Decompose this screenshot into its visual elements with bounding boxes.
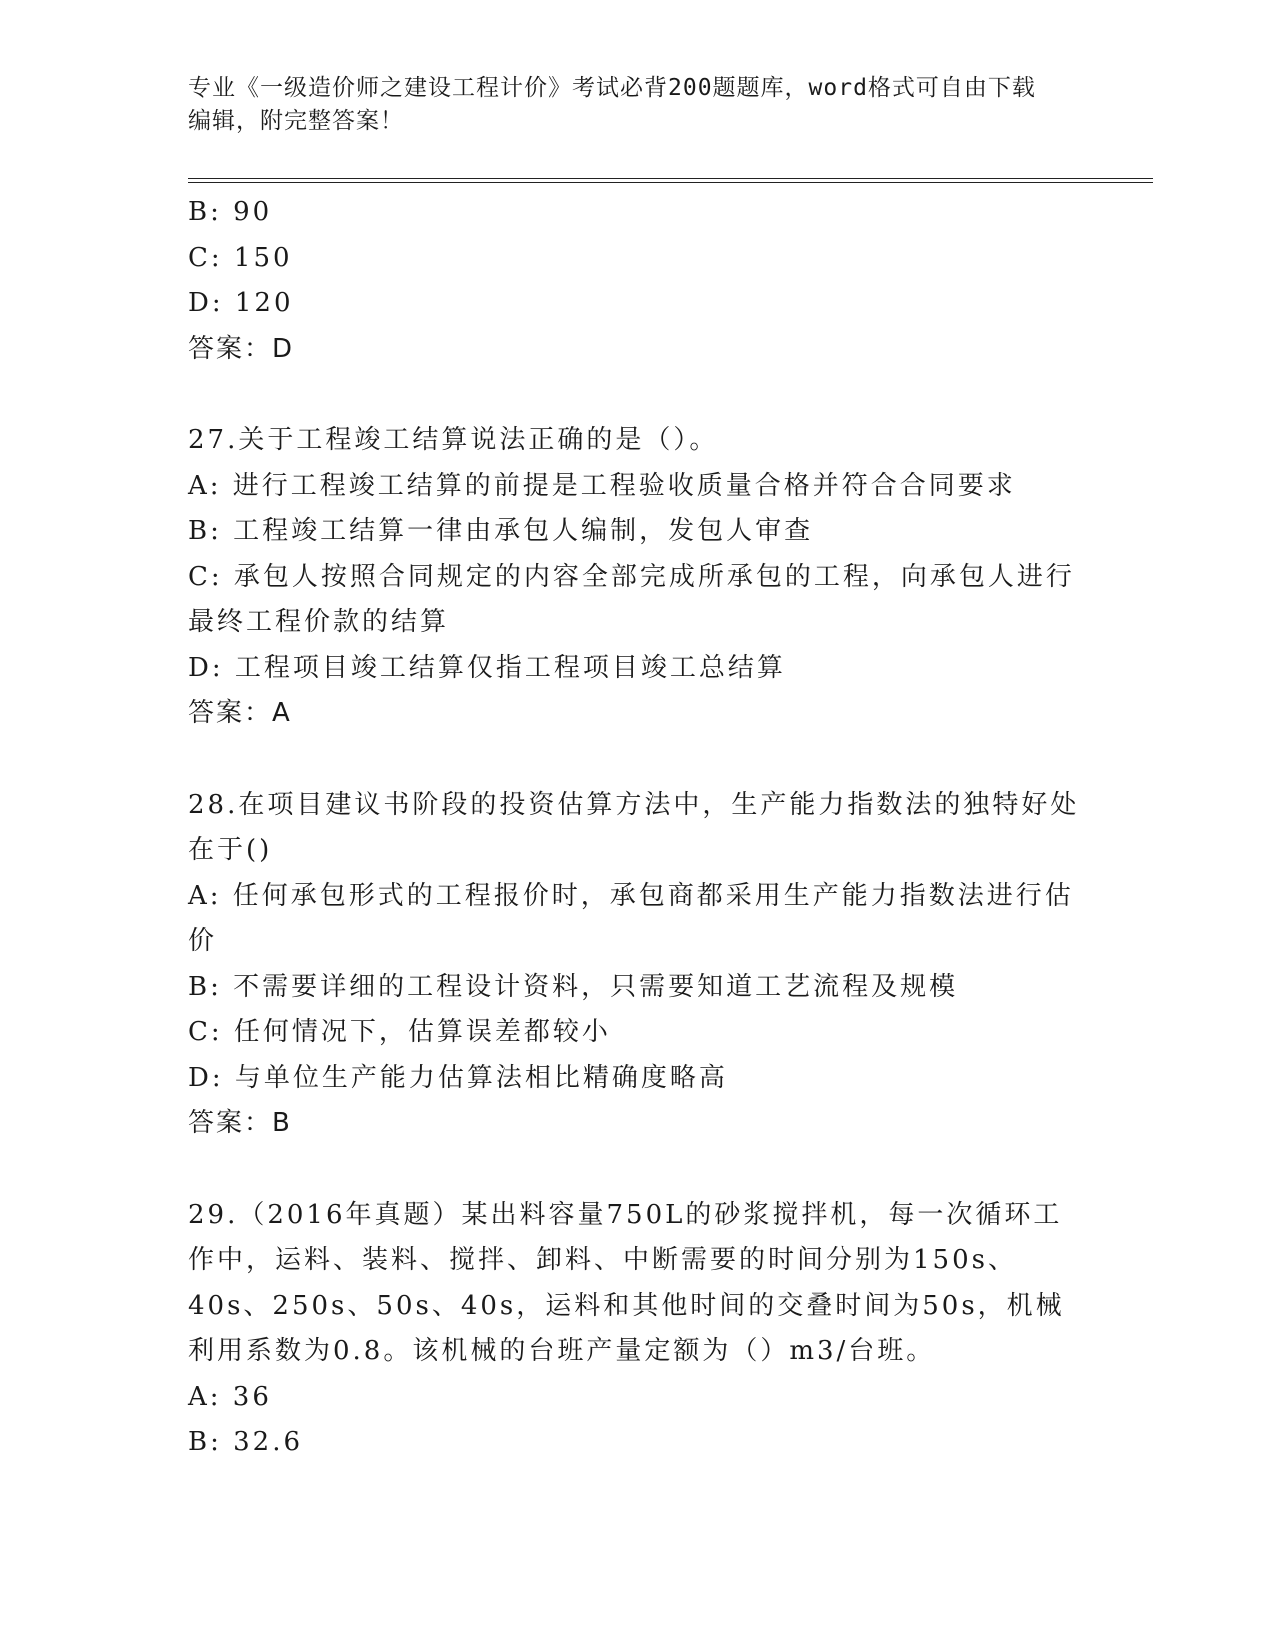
answer: 答案：A: [188, 698, 292, 728]
option-d: D: 120: [188, 288, 294, 318]
option-d: D: 工程项目竣工结算仅指工程项目竣工总结算: [188, 652, 786, 683]
option-b: B: 90: [188, 197, 273, 227]
question-text: 28.在项目建议书阶段的投资估算方法中，生产能力指数法的独特好处在于(): [188, 789, 1080, 865]
question-text: 29.（2016年真题）某出料容量750L的砂浆搅拌机，每一次循环工作中，运料、装料、搅拌、卸料、中断需要的时间分别为150s、40s、250s、50s、40s，运料和其他时间的交叠时间为50s，机械利用系数为0.8。该机械的台班产量定额为（）m3/台班。: [188, 1199, 1065, 1366]
answer: 答案：B: [188, 1108, 292, 1138]
question-27: [188, 418, 1088, 737]
option-b: B: 32.6: [188, 1427, 304, 1457]
header-line-1: 专业《一级造价师之建设工程计价》考试必背200题题库，word格式可自由下载: [188, 75, 1036, 101]
header-divider-bottom: [188, 182, 1153, 183]
question-26-tail: [188, 190, 1088, 372]
question-29: [188, 1193, 1088, 1466]
option-a: A: 进行工程竣工结算的前提是工程验收质量合格并符合合同要求: [188, 470, 1016, 501]
option-c: C: 任何情况下，估算误差都较小: [188, 1017, 611, 1047]
spacer: [188, 737, 1088, 783]
answer: 答案：D: [188, 333, 295, 364]
option-a: A: 任何承包形式的工程报价时，承包商都采用生产能力指数法进行估价: [188, 880, 1074, 956]
option-d: D: 与单位生产能力估算法相比精确度略高: [188, 1062, 728, 1093]
question-28: [188, 783, 1088, 1147]
header-line-2: 编辑，附完整答案！: [188, 108, 404, 134]
option-a: A: 36: [188, 1381, 272, 1412]
spacer: [188, 1147, 1088, 1193]
document-header: [188, 72, 1078, 138]
option-b: B: 工程竣工结算一律由承包人编制，发包人审查: [188, 516, 814, 546]
header-divider-top: [188, 178, 1153, 179]
spacer: [188, 372, 1088, 418]
question-content: [188, 190, 1088, 1466]
option-b: B: 不需要详细的工程设计资料，只需要知道工艺流程及规模: [188, 971, 959, 1002]
option-c: C: 150: [188, 242, 293, 273]
option-c: C: 承包人按照合同规定的内容全部完成所承包的工程，向承包人进行最终工程价款的结算: [188, 561, 1075, 637]
question-text: 27.关于工程竣工结算说法正确的是（）。: [188, 425, 719, 455]
